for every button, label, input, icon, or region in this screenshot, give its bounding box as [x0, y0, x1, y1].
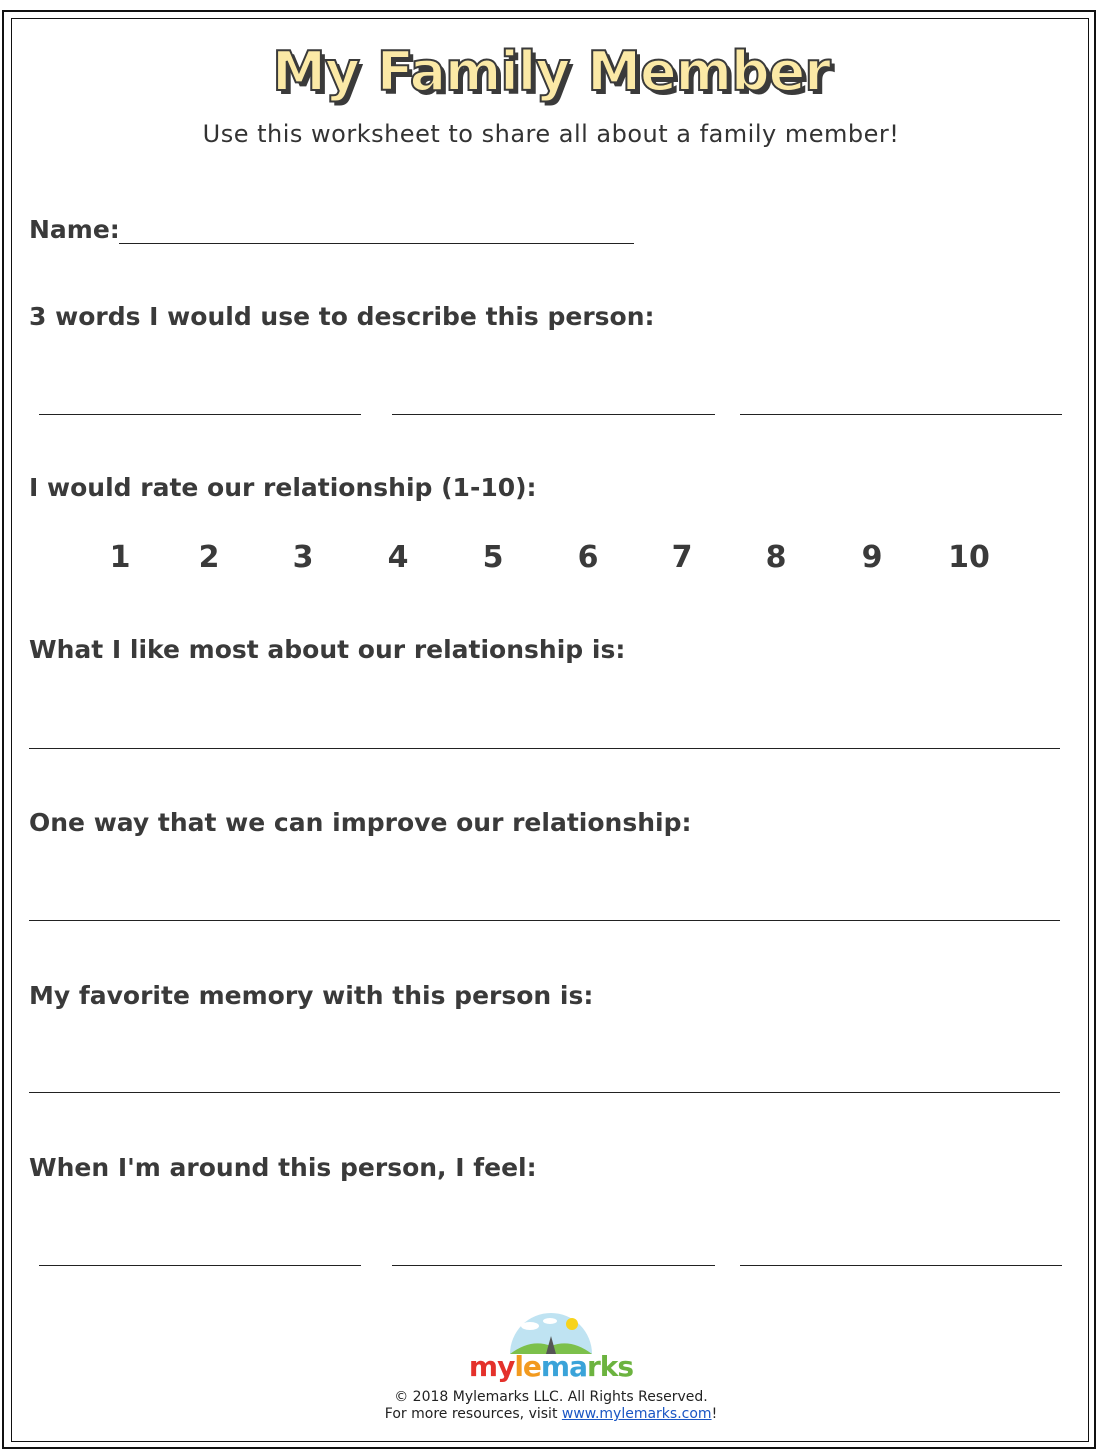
rating-1[interactable]: 1	[109, 540, 131, 575]
word-line-2[interactable]	[392, 414, 715, 415]
word-line-3[interactable]	[740, 414, 1062, 415]
mylemarks-link[interactable]: www.mylemarks.com	[561, 1406, 712, 1422]
rating-3[interactable]: 3	[292, 540, 314, 575]
worksheet-title: My Family Member	[272, 40, 830, 103]
worksheet-subtitle: Use this worksheet to share all about a family member!	[202, 120, 900, 148]
rating-10[interactable]: 10	[948, 540, 990, 575]
feel-line-3[interactable]	[740, 1265, 1062, 1266]
memory-question: My favorite memory with this person is:	[29, 981, 594, 1010]
feel-question: When I'm around this person, I feel:	[29, 1153, 537, 1182]
rate-question: I would rate our relationship (1-10):	[29, 473, 537, 502]
rating-6[interactable]: 6	[577, 540, 599, 575]
name-line[interactable]	[119, 243, 634, 244]
name-label: Name:	[29, 215, 120, 244]
memory-line[interactable]	[29, 1092, 1060, 1093]
feel-line-1[interactable]	[39, 1265, 361, 1266]
rating-9[interactable]: 9	[861, 540, 883, 575]
rating-5[interactable]: 5	[482, 540, 504, 575]
improve-question: One way that we can improve our relationship:	[29, 808, 692, 837]
inner-border	[11, 18, 1089, 1442]
improve-line[interactable]	[29, 920, 1060, 921]
words-question: 3 words I would use to describe this person:	[29, 302, 655, 331]
copyright-text: © 2018 Mylemarks LLC. All Rights Reserved.	[394, 1389, 708, 1405]
like-question: What I like most about our relationship is:	[29, 635, 626, 664]
word-line-1[interactable]	[39, 414, 361, 415]
like-line[interactable]	[29, 748, 1060, 749]
rating-2[interactable]: 2	[198, 540, 220, 575]
more-prefix: For more resources, visit	[384, 1406, 562, 1422]
rating-8[interactable]: 8	[765, 540, 787, 575]
rating-4[interactable]: 4	[387, 540, 409, 575]
feel-line-2[interactable]	[392, 1265, 715, 1266]
more-suffix: !	[711, 1406, 718, 1422]
logo-wordmark: mylemarks	[468, 1350, 634, 1383]
rating-7[interactable]: 7	[671, 540, 693, 575]
more-resources-text	[0, 1406, 1102, 1422]
